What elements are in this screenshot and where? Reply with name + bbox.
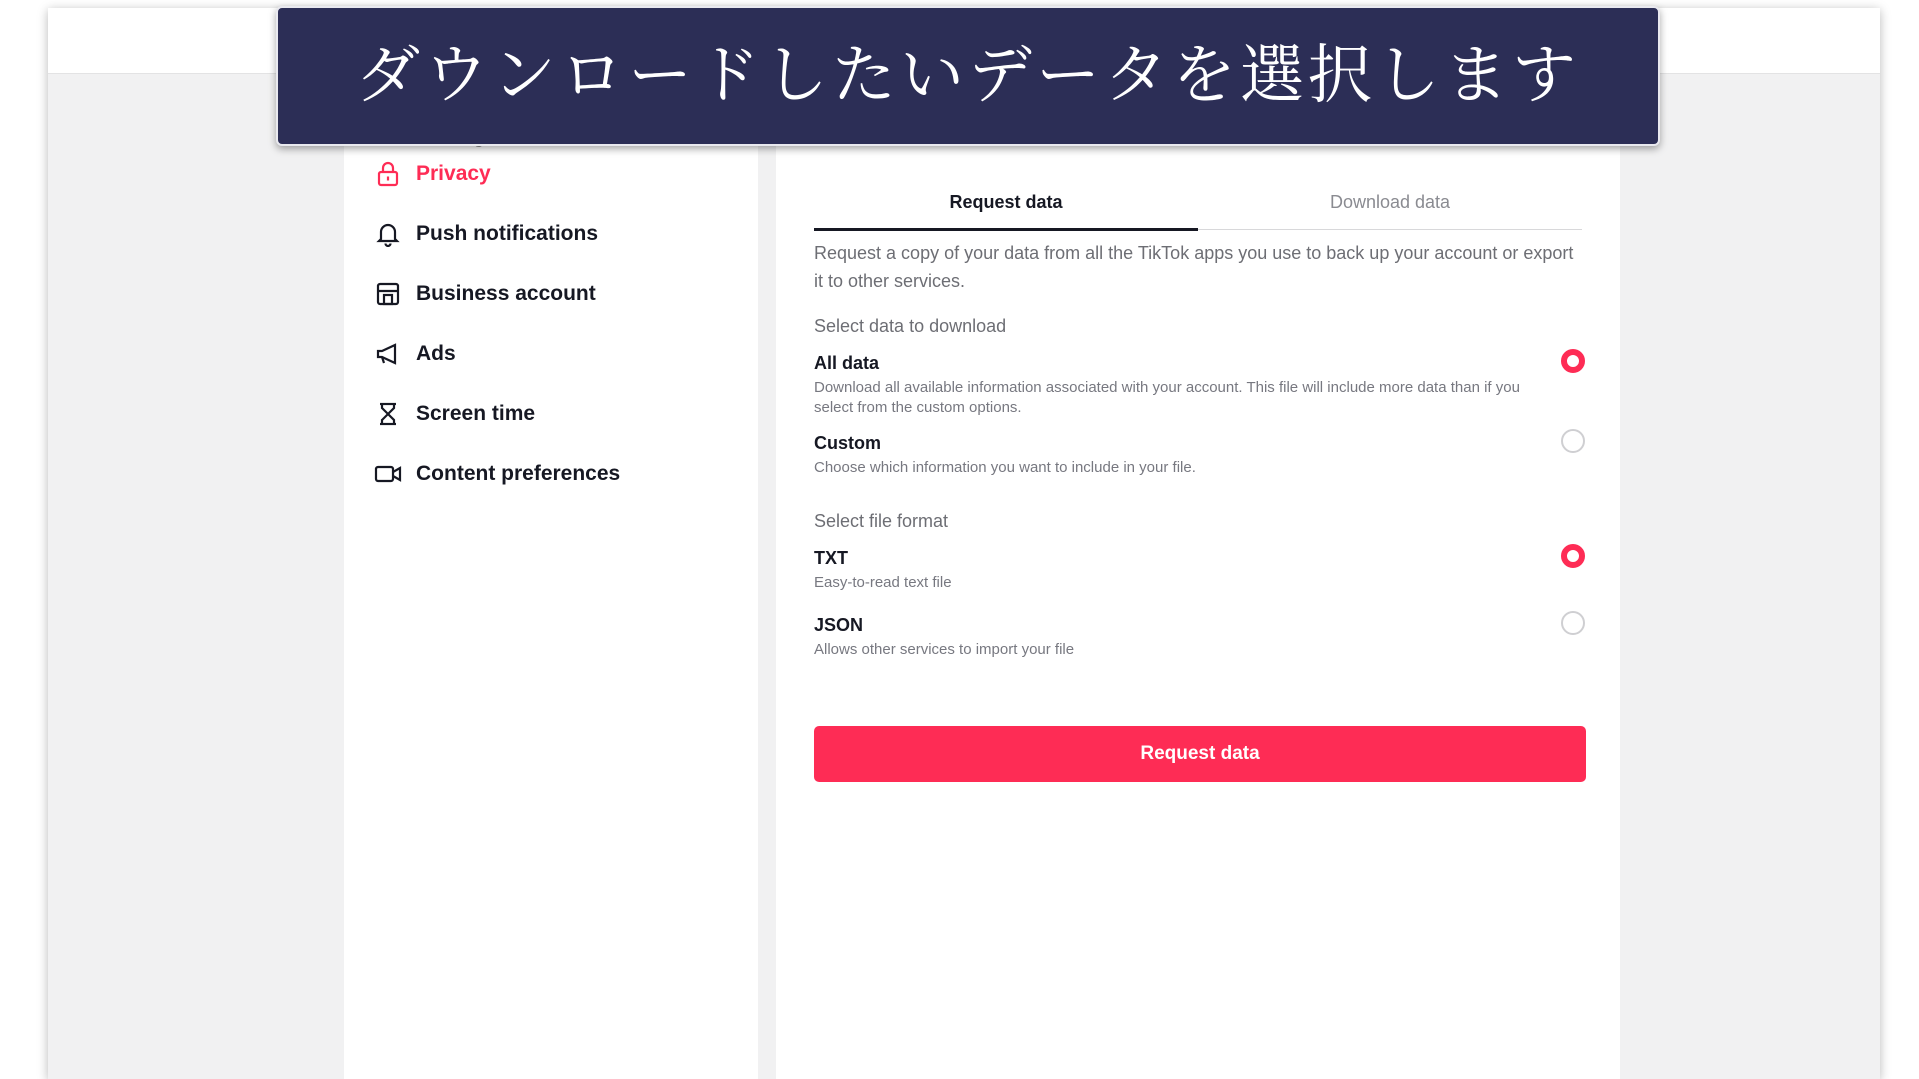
option-custom[interactable] [814, 432, 1589, 478]
lock-icon [374, 160, 402, 188]
sidebar-item-ads[interactable] [374, 334, 734, 374]
sidebar-item-label: Push notifications [416, 222, 599, 245]
sidebar-item-business-account[interactable] [374, 274, 734, 314]
custom-radio[interactable] [1561, 429, 1585, 453]
video-camera-icon [374, 460, 402, 488]
option-title: TXT [814, 548, 848, 568]
sidebar-item-label: Privacy [416, 162, 491, 185]
data-request-panel [776, 74, 1620, 1079]
request-description: Request a copy of your data from all the TikTok apps you use to back up your account or export it to other services. [814, 243, 1574, 291]
hourglass-icon [374, 400, 402, 428]
option-title: Custom [814, 433, 881, 453]
sidebar-item-label: Content preferences [416, 462, 621, 485]
bell-icon [374, 220, 402, 248]
txt-radio[interactable] [1561, 544, 1585, 568]
option-title: All data [814, 353, 880, 373]
settings-sidebar [344, 74, 758, 1079]
sidebar-item-screen-time[interactable] [374, 394, 734, 434]
all-data-radio[interactable] [1561, 349, 1585, 373]
tab-bar [814, 180, 1582, 230]
sidebar-item-privacy[interactable] [374, 154, 734, 194]
sidebar-item-label: Business account [416, 282, 596, 305]
tab-download-data[interactable]: Download data [1329, 192, 1451, 212]
sidebar-item-push-notifications[interactable] [374, 214, 734, 254]
option-txt[interactable] [814, 547, 1589, 593]
megaphone-icon [374, 340, 402, 368]
sidebar-item-label: Screen time [416, 402, 536, 425]
option-json[interactable] [814, 614, 1589, 660]
option-title: JSON [814, 615, 864, 635]
option-description: Easy-to-read text file [814, 574, 952, 591]
sidebar-item-content-preferences[interactable] [374, 454, 734, 494]
tab-request-data[interactable]: Request data [814, 180, 1198, 229]
screenshot-frame [48, 8, 1880, 1079]
caption-banner: ダウンロードしたいデータを選択します [276, 6, 1660, 146]
request-data-button[interactable]: Request data [814, 726, 1586, 782]
store-icon [374, 280, 402, 308]
sidebar-item-label: Ads [416, 342, 456, 365]
option-all-data[interactable] [814, 352, 1589, 418]
option-description: Choose which information you want to include in your file. [814, 459, 1196, 476]
option-description: Download all available information associated with your account. This file will include more data than if you select from the custom options. [814, 379, 1520, 416]
select-format-heading: Select file format [814, 511, 949, 531]
select-data-heading: Select data to download [814, 316, 1007, 336]
json-radio[interactable] [1561, 611, 1585, 635]
option-description: Allows other services to import your file [814, 641, 1075, 658]
